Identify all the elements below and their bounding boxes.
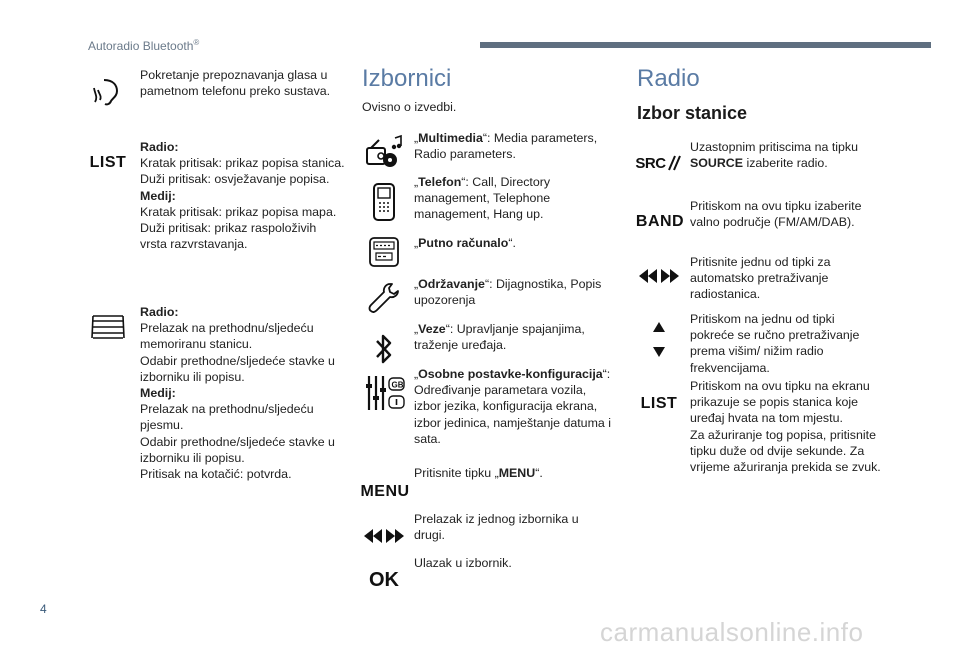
band-key-description: Pritiskom na ovu tipku izaberite valno područje (FM/AM/DAB). (690, 199, 862, 230)
source-key-description: Uzastopnim pritiscima na tipku SOURCE izaberite radio. (690, 140, 859, 171)
seek-arrows-icon-radio (636, 266, 682, 286)
menu-item-osobne-postavke: „Osobne postavke-konfiguracija“: Određivanje parametara vozila, izbor jezika, konfiguracija ekrana, izbor jedinica, namještanje datuma i sata. (414, 367, 611, 446)
menu-key-icon: MENU (360, 483, 410, 500)
thumbwheel-icon (88, 312, 128, 342)
station-list-description: Pritiskom na ovu tipku na ekranu prikazuje se popis stanica koje uređaj hvata na tom mjestu. Za ažuriranje tog popisa, pritisnite tipku duže od dvije sekunde. Za vrijeme ažuriranja prekida se zvuk. (690, 379, 881, 475)
voice-recognition-icon (88, 76, 128, 108)
source-slash-icon (667, 155, 683, 171)
manual-seek-description: Pritiskom na jednu od tipki pokreće se ručno pretraživanje prema višim/ nižim radio frekvencijama. (690, 312, 860, 375)
menus-intro: Ovisno o izvedbi. (362, 100, 457, 114)
phone-icon (366, 182, 402, 222)
menus-title: Izbornici (362, 65, 452, 92)
up-down-arrows-icon (648, 320, 670, 360)
source-key-label: SRC (635, 154, 666, 172)
station-select-subtitle: Izbor stanice (637, 103, 748, 123)
settings-sliders-icon (364, 373, 406, 413)
menu-item-telefon: „Telefon“: Call, Directory management, Telephone management, Hang up. (414, 175, 551, 222)
seek-description: Pritisnite jednu od tipki za automatsko pretraživanje radiostanica. (690, 255, 831, 302)
trip-computer-icon (366, 235, 402, 269)
wrench-icon (366, 281, 402, 315)
header-title: Autoradio Bluetooth® (88, 38, 200, 53)
voice-description: Pokretanje prepoznavanja glasa u pametnom telefonu preko sustava. (140, 68, 331, 99)
list-key-icon: LIST (89, 154, 127, 171)
ok-key-description: Ulazak u izbornik. (414, 556, 512, 570)
ok-key-icon: OK (369, 568, 399, 591)
arrows-description: Prelazak iz jednog izbornika u drugi. (414, 512, 579, 543)
page-number: 4 (40, 602, 47, 616)
seek-arrows-icon (362, 526, 406, 546)
menu-item-putno-racunalo: „Putno računalo“. (414, 236, 516, 250)
header-rule (480, 42, 931, 48)
multimedia-icon (364, 133, 404, 171)
watermark: carmanualsonline.info (600, 617, 864, 647)
menu-key-description: Pritisnite tipku „MENU“. (414, 466, 543, 480)
bluetooth-icon (368, 331, 400, 367)
list-key-icon-radio: LIST (640, 395, 678, 412)
source-key-icon (634, 152, 684, 174)
thumbwheel-description: Radio: Prelazak na prethodnu/sljedeću memoriranu stanicu. Odabir prethodne/sljedeće stavke u izborniku ili popisu. Medij: Prelazak na prethodnu/sljedeću pjesmu. Odabir prethodne/sljedeće stavke u izborniku ili popisu. Pritisak na kotačić: potvrda. (140, 305, 335, 482)
band-key-icon: BAND (635, 213, 685, 230)
menu-item-veze: „Veze“: Upravljanje spajanjima, traženje uređaja. (414, 322, 585, 353)
menu-item-odrzavanje: „Održavanje“: Dijagnostika, Popis upozorenja (414, 277, 602, 308)
svg-text:GB: GB (391, 380, 404, 390)
radio-title: Radio (637, 65, 700, 92)
list-key-description: Radio: Kratak pritisak: prikaz popisa stanica. Duži pritisak: osvježavanje popisa. Medij: Kratak pritisak: prikaz popisa mapa. Duži pritisak: prikaz raspoloživih vrsta razvrstavanja. (140, 140, 345, 252)
menu-item-multimedia: „Multimedia“: Media parameters, Radio parameters. (414, 131, 598, 162)
